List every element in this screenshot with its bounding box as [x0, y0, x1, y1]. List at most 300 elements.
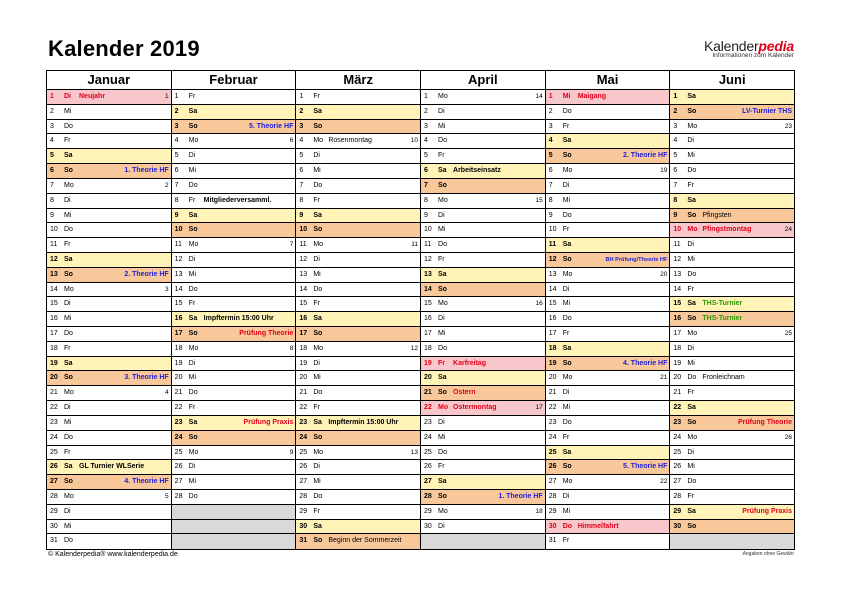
day-number: 17: [174, 330, 183, 337]
weekday: Mo: [64, 181, 74, 189]
day-row: [421, 327, 545, 342]
day-number: 30: [50, 522, 58, 530]
day-row: [546, 357, 670, 372]
day-row: [546, 490, 670, 505]
weekday: Mi: [687, 463, 695, 471]
weekday: Sa: [313, 211, 322, 219]
weekday: Fr: [438, 359, 446, 367]
day-row: [172, 268, 296, 283]
empty-day-cell: [670, 534, 794, 549]
day-row: [296, 297, 420, 312]
month-header: Februar: [172, 71, 296, 90]
day-row: [670, 312, 794, 327]
weekday: So: [64, 374, 73, 382]
weekday: Di: [687, 241, 694, 249]
day-number: 23: [673, 418, 682, 426]
weekday: Mi: [313, 478, 321, 486]
weekday: Fr: [188, 196, 196, 204]
day-number: 13: [673, 270, 682, 278]
month-header: Januar: [47, 71, 171, 90]
day-number: 15: [548, 300, 557, 308]
day-number: 6: [299, 167, 304, 175]
day-number: 6: [50, 167, 54, 175]
weekday: Fr: [313, 196, 320, 204]
day-row: [546, 312, 670, 327]
event-label: THS-Turnier: [702, 300, 743, 308]
day-number: 19: [673, 359, 682, 367]
week-number: 2: [165, 181, 169, 189]
day-row: [172, 120, 296, 135]
day-number: 4: [299, 137, 304, 145]
weekday: So: [188, 330, 198, 337]
weekday: Sa: [562, 137, 572, 145]
weekday: Di: [64, 507, 71, 515]
day-number: 25: [50, 448, 58, 456]
day-number: 3: [424, 122, 428, 130]
weekday: Fr: [438, 463, 445, 471]
day-number: 29: [299, 507, 308, 515]
day-number: 10: [424, 226, 432, 234]
weekday: Fr: [562, 122, 570, 130]
day-number: 2: [548, 107, 553, 115]
day-row: [296, 90, 420, 105]
day-row: [421, 268, 545, 283]
day-number: 11: [299, 241, 307, 249]
day-number: 26: [174, 463, 183, 471]
day-number: 6: [548, 167, 553, 175]
day-row: [546, 460, 670, 475]
day-row: [47, 297, 171, 312]
event-label: Rosenmontag: [328, 137, 372, 145]
day-number: 29: [673, 507, 682, 515]
day-row: [47, 490, 171, 505]
event-label: 5. Theorie HF: [249, 122, 294, 130]
day-number: 16: [174, 315, 183, 323]
event-label: Beginn der Sommerzeit: [328, 537, 402, 545]
weekday: Sa: [188, 107, 198, 115]
day-number: 8: [299, 196, 304, 204]
day-number: 29: [50, 507, 58, 515]
day-number: 14: [548, 285, 557, 293]
day-row: [172, 209, 296, 224]
week-number: 21: [660, 374, 668, 382]
day-number: 5: [548, 152, 553, 160]
day-row: [172, 490, 296, 505]
month-header: April: [421, 71, 545, 90]
day-number: 15: [299, 300, 308, 308]
day-row: [546, 505, 670, 520]
day-number: 26: [673, 463, 682, 471]
event-label: LV-Turnier THS: [742, 107, 793, 115]
weekday: So: [313, 433, 323, 441]
weekday: So: [64, 270, 73, 278]
day-row: [296, 179, 420, 194]
day-number: 18: [174, 344, 183, 352]
day-row: [421, 253, 545, 268]
day-number: 9: [424, 211, 428, 219]
day-number: 8: [174, 196, 179, 204]
day-row: [296, 357, 420, 372]
day-row: [296, 386, 420, 401]
day-number: 2: [299, 107, 304, 115]
day-row: [421, 297, 545, 312]
day-row: [172, 134, 296, 149]
weekday: Mi: [562, 196, 571, 204]
day-row: [546, 120, 670, 135]
day-row: [172, 446, 296, 461]
weekday: Sa: [687, 404, 696, 412]
week-number: 1: [165, 93, 169, 100]
day-row: [670, 446, 794, 461]
day-row: [670, 357, 794, 372]
day-row: [670, 327, 794, 342]
month-header: Juni: [670, 71, 794, 90]
day-number: 25: [673, 448, 682, 456]
day-row: [546, 371, 670, 386]
weekday: Sa: [562, 344, 572, 352]
weekday: Mo: [562, 478, 573, 486]
month-column: [171, 71, 296, 549]
day-number: 9: [548, 211, 553, 219]
weekday: Mo: [313, 241, 324, 249]
day-row: [421, 460, 545, 475]
weekday: Mi: [313, 374, 321, 382]
day-number: 4: [50, 137, 54, 145]
day-row: [47, 342, 171, 357]
day-row: [546, 386, 670, 401]
event-label: Arbeitseinsatz: [453, 167, 501, 175]
day-number: 30: [673, 522, 682, 530]
day-number: 18: [50, 344, 58, 352]
weekday: Fr: [64, 448, 71, 456]
day-number: 27: [299, 478, 308, 486]
day-row: [670, 194, 794, 209]
day-row: [47, 179, 171, 194]
weekday: Di: [64, 196, 71, 204]
day-row: [172, 327, 296, 342]
weekday: Sa: [687, 507, 696, 515]
day-row: [670, 134, 794, 149]
day-number: 21: [50, 389, 58, 397]
day-row: [172, 283, 296, 298]
weekday: Fr: [313, 404, 320, 412]
weekday: Mi: [438, 122, 446, 130]
event-label: Impftermin 15:00 Uhr: [203, 315, 274, 323]
day-number: 9: [50, 211, 54, 219]
weekday: Mo: [687, 330, 698, 337]
day-row: [296, 164, 420, 179]
day-number: 26: [299, 463, 308, 471]
week-number: 16: [535, 300, 543, 308]
day-number: 1: [424, 93, 428, 100]
day-row: [47, 357, 171, 372]
weekday: Mi: [562, 93, 571, 100]
event-label: Karfreitag: [453, 359, 487, 367]
day-number: 23: [299, 418, 308, 426]
day-number: 29: [424, 507, 432, 515]
day-row: [172, 194, 296, 209]
day-number: 9: [673, 211, 678, 219]
weekday: Mo: [188, 241, 199, 249]
day-number: 30: [299, 522, 308, 530]
day-number: 18: [673, 344, 682, 352]
day-number: 1: [50, 93, 54, 100]
weekday: Di: [188, 255, 196, 263]
weekday: Sa: [687, 300, 696, 308]
day-row: [670, 416, 794, 431]
event-label: BH Prüfung/Theorie HF: [605, 256, 668, 263]
day-row: [47, 209, 171, 224]
weekday: Mo: [188, 448, 199, 456]
day-number: 20: [50, 374, 58, 382]
day-number: 11: [548, 241, 557, 249]
weekday: Mi: [313, 270, 321, 278]
day-number: 22: [424, 404, 432, 412]
day-row: [172, 253, 296, 268]
day-row: [296, 312, 420, 327]
weekday: Mo: [562, 167, 573, 175]
day-number: 22: [50, 404, 58, 412]
day-number: 9: [174, 211, 179, 219]
day-row: [670, 90, 794, 105]
day-number: 4: [424, 137, 428, 145]
footer-disclaimer: Angaben ohne Gewähr: [742, 551, 794, 557]
day-row: [546, 223, 670, 238]
day-row: [47, 475, 171, 490]
weekday: Mi: [438, 433, 446, 441]
weekday: Fr: [687, 285, 694, 293]
day-number: 20: [174, 374, 183, 382]
day-row: [47, 534, 171, 549]
week-number: 24: [784, 226, 793, 234]
week-number: 17: [535, 404, 543, 412]
day-row: [670, 371, 794, 386]
day-number: 17: [299, 330, 308, 337]
day-number: 28: [50, 492, 58, 500]
day-number: 17: [673, 330, 682, 337]
day-number: 28: [548, 492, 557, 500]
weekday: Do: [313, 181, 323, 189]
week-number: 7: [289, 241, 294, 249]
day-number: 7: [424, 181, 428, 189]
weekday: Mo: [313, 137, 324, 145]
day-row: [670, 342, 794, 357]
weekday: Do: [313, 285, 323, 293]
day-row: [47, 505, 171, 520]
day-row: [670, 401, 794, 416]
day-number: 16: [50, 315, 58, 323]
day-row: [670, 386, 794, 401]
weekday: Mo: [64, 389, 74, 397]
weekday: Fr: [64, 137, 71, 145]
day-row: [421, 134, 545, 149]
weekday: Mi: [438, 226, 446, 234]
weekday: Sa: [64, 152, 73, 160]
day-number: 25: [424, 448, 432, 456]
week-number: 18: [535, 507, 543, 515]
weekday: Di: [687, 344, 694, 352]
week-number: 26: [784, 433, 793, 441]
month-column: [669, 71, 794, 549]
weekday: Mi: [687, 255, 695, 263]
weekday: Do: [438, 241, 447, 249]
page-title: Kalender 2019: [48, 36, 200, 61]
weekday: Fr: [562, 537, 570, 545]
day-row: [670, 253, 794, 268]
empty-day-cell: [421, 534, 545, 549]
weekday: Mi: [438, 330, 446, 337]
weekday: Fr: [438, 152, 445, 160]
day-number: 19: [299, 359, 308, 367]
day-number: 10: [50, 226, 58, 234]
event-label: Ostern: [453, 389, 476, 397]
day-number: 10: [548, 226, 557, 234]
day-row: [421, 475, 545, 490]
day-row: [421, 446, 545, 461]
day-row: [546, 253, 670, 268]
day-number: 11: [50, 241, 58, 249]
week-number: 4: [165, 389, 169, 397]
day-row: [546, 401, 670, 416]
week-number: 22: [660, 478, 668, 486]
weekday: Di: [562, 389, 570, 397]
week-number: 25: [784, 330, 793, 337]
week-number: 20: [660, 270, 668, 278]
day-row: [172, 416, 296, 431]
day-number: 4: [673, 137, 678, 145]
weekday: Mi: [687, 152, 695, 160]
weekday: Sa: [313, 107, 322, 115]
weekday: Sa: [438, 478, 447, 486]
event-label: 5. Theorie HF: [623, 463, 668, 471]
day-number: 30: [548, 522, 557, 530]
day-row: [546, 327, 670, 342]
weekday: Do: [562, 211, 572, 219]
day-number: 17: [424, 330, 432, 337]
day-number: 28: [424, 492, 432, 500]
day-number: 22: [673, 404, 682, 412]
weekday: Do: [64, 122, 73, 130]
weekday: Do: [687, 478, 697, 486]
day-number: 25: [299, 448, 308, 456]
weekday: So: [313, 226, 323, 234]
weekday: So: [562, 152, 572, 160]
day-row: [47, 268, 171, 283]
weekday: Sa: [64, 255, 73, 263]
day-number: 24: [548, 433, 557, 441]
day-number: 14: [299, 285, 308, 293]
weekday: Sa: [438, 270, 447, 278]
day-row: [421, 505, 545, 520]
event-label: Prüfung Praxis: [742, 507, 793, 515]
day-number: 12: [673, 255, 682, 263]
event-label: 2. Theorie HF: [124, 270, 169, 278]
day-row: [296, 475, 420, 490]
day-row: [47, 90, 171, 105]
day-number: 31: [299, 537, 308, 545]
day-row: [670, 505, 794, 520]
weekday: Di: [188, 152, 196, 160]
day-number: 16: [424, 315, 432, 323]
day-number: 3: [50, 122, 54, 130]
day-number: 5: [174, 152, 179, 160]
weekday: So: [562, 463, 572, 471]
day-number: 1: [548, 93, 553, 100]
day-row: [421, 194, 545, 209]
weekday: Sa: [188, 211, 198, 219]
day-row: [546, 105, 670, 120]
weekday: Di: [438, 315, 445, 323]
day-number: 6: [673, 167, 678, 175]
week-number: 14: [535, 93, 543, 100]
weekday: Sa: [313, 315, 322, 323]
weekday: So: [562, 359, 572, 367]
day-number: 11: [174, 241, 182, 249]
day-row: [670, 120, 794, 135]
weekday: Di: [562, 285, 570, 293]
weekday: Sa: [562, 241, 572, 249]
weekday: Mo: [188, 344, 199, 352]
weekday: So: [687, 211, 697, 219]
weekday: Mo: [687, 433, 698, 441]
day-row: [546, 534, 670, 549]
day-number: 27: [673, 478, 682, 486]
day-row: [421, 223, 545, 238]
weekday: So: [687, 522, 697, 530]
day-number: 26: [548, 463, 557, 471]
day-row: [47, 120, 171, 135]
day-row: [670, 297, 794, 312]
weekday: Di: [313, 359, 320, 367]
weekday: Do: [64, 330, 73, 337]
weekday: Mi: [313, 167, 321, 175]
weekday: Do: [64, 226, 73, 234]
weekday: Mo: [64, 285, 74, 293]
day-row: [296, 446, 420, 461]
day-row: [421, 312, 545, 327]
day-row: [296, 520, 420, 535]
weekday: Fr: [313, 507, 320, 515]
event-label: THS-Turnier: [702, 315, 743, 323]
weekday: Mo: [64, 492, 74, 500]
day-number: 31: [50, 537, 58, 545]
brand-logo: [704, 38, 794, 59]
day-number: 27: [548, 478, 557, 486]
weekday: Di: [64, 404, 71, 412]
day-row: [421, 90, 545, 105]
brand-subtitle: Informationen zum Kalender: [712, 52, 794, 59]
weekday: Di: [687, 448, 694, 456]
weekday: Mo: [438, 404, 449, 412]
day-row: [296, 134, 420, 149]
weekday: Fr: [562, 330, 570, 337]
day-number: 3: [673, 122, 678, 130]
event-label: 3. Theorie HF: [124, 374, 169, 382]
day-number: 5: [299, 152, 304, 160]
day-number: 7: [50, 181, 54, 189]
day-number: 16: [548, 315, 557, 323]
day-number: 15: [174, 300, 183, 308]
week-number: 12: [410, 344, 419, 352]
week-number: 15: [535, 196, 543, 204]
weekday: Sa: [313, 522, 322, 530]
day-row: [670, 238, 794, 253]
day-row: [421, 105, 545, 120]
day-number: 27: [424, 478, 432, 486]
day-row: [421, 238, 545, 253]
day-row: [670, 164, 794, 179]
weekday: Di: [313, 152, 320, 160]
